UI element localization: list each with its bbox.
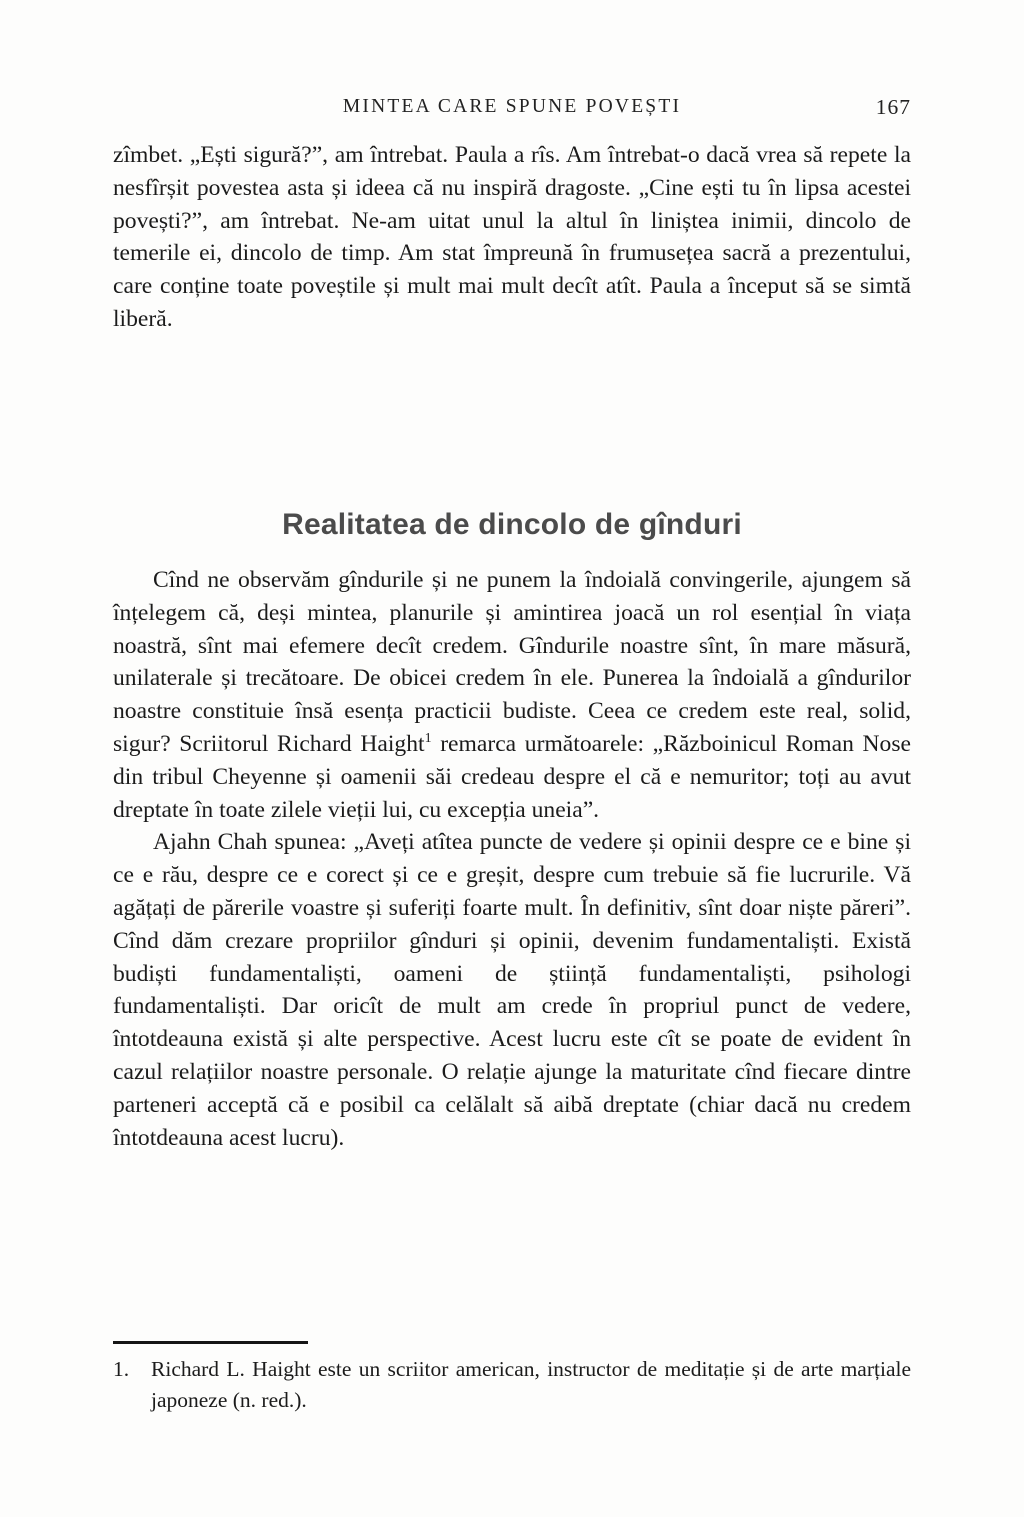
page-number: 167: [875, 95, 911, 119]
footnote-block: [113, 1341, 911, 1415]
footnote: [113, 1354, 911, 1415]
footnote-separator-rule: [113, 1341, 308, 1344]
footnote-text: Richard L. Haight este un scriitor american, instructor de meditație și de arte marțiale japoneze (n. red.).: [151, 1357, 911, 1412]
footnote-reference-marker: 1: [424, 730, 432, 746]
running-header: [113, 96, 911, 122]
section-heading: Realitatea de dincolo de gînduri: [282, 507, 742, 541]
paragraph-with-footnote: [113, 564, 911, 826]
footnote-number: 1.: [113, 1357, 130, 1381]
paragraph-text-after-ref: remarca următoarele: „Războinicul Roman Nose din tribul Cheyenne și oamenii săi credeau despre el că e nemuritor; toți au avut dreptate în toate zilele vieții lui, cu excepția uneia”.: [113, 730, 912, 823]
paragraph-text-before-ref: Cînd ne observăm gîndurile și ne punem la îndoială convingerile, ajungem să înțelegem că, deși mintea, planurile și amintirea joacă un rol esențial în viața noastră, sînt mai efemere decît credem. Gîndurile noastre sînt, în mare măsură, unilaterale și trecătoare. De obicei credem în ele. Punerea la îndoială a gîndurilor noastre constituie însă esența practicii budiste. Ceea ce credem este real, solid, sigur? Scriitorul Richard Haight: [113, 567, 911, 757]
opening-paragraph: [113, 139, 911, 336]
paragraph: Ajahn Chah spunea: „Aveți atîtea puncte de vedere și opinii despre ce e bine și ce e rău, despre ce e corect și ce e greșit, despre cum trebuie să fie lucrurile. Vă agățați de părerile voastre și suferiți foarte mult. În definitiv, sînt doar niște păreri”. Cînd dăm crezare propriilor gînduri și opinii, devenim fundamentaliști. Există budiști fundamentaliști, oameni de știință fundamentaliști, psihologi fundamentaliști. Dar oricît de mult am crede în propriul punct de vedere, întotdeauna există și alte perspective. Acest lucru este cît se poate de evident în cazul relațiilor noastre personale. O relație ajunge la maturitate cînd fiecare dintre parteneri acceptă că e posibil ca celălalt să aibă dreptate (chiar dacă nu credem întotdeauna acest lucru).: [113, 829, 911, 1151]
section-body: [113, 564, 911, 1154]
running-title: MINTEA CARE SPUNE POVEȘTI: [342, 96, 682, 117]
paragraph-continuation: zîmbet. „Ești sigură?”, am întrebat. Paula a rîs. Am întrebat-o dacă vrea să repete la nesfîrșit povestea asta și ideea că nu inspiră dragoste. „Cine ești tu în lipsa acestei povești?”, am întrebat. Ne-am uitat unul la altul în liniștea inimii, dincolo de temerile ei, dincolo de timp. Am stat împreună în frumusețea sacră a prezentului, care conține toate poveștile și mult mai mult decît atît. Paula a început să se simtă liberă.: [113, 142, 911, 332]
